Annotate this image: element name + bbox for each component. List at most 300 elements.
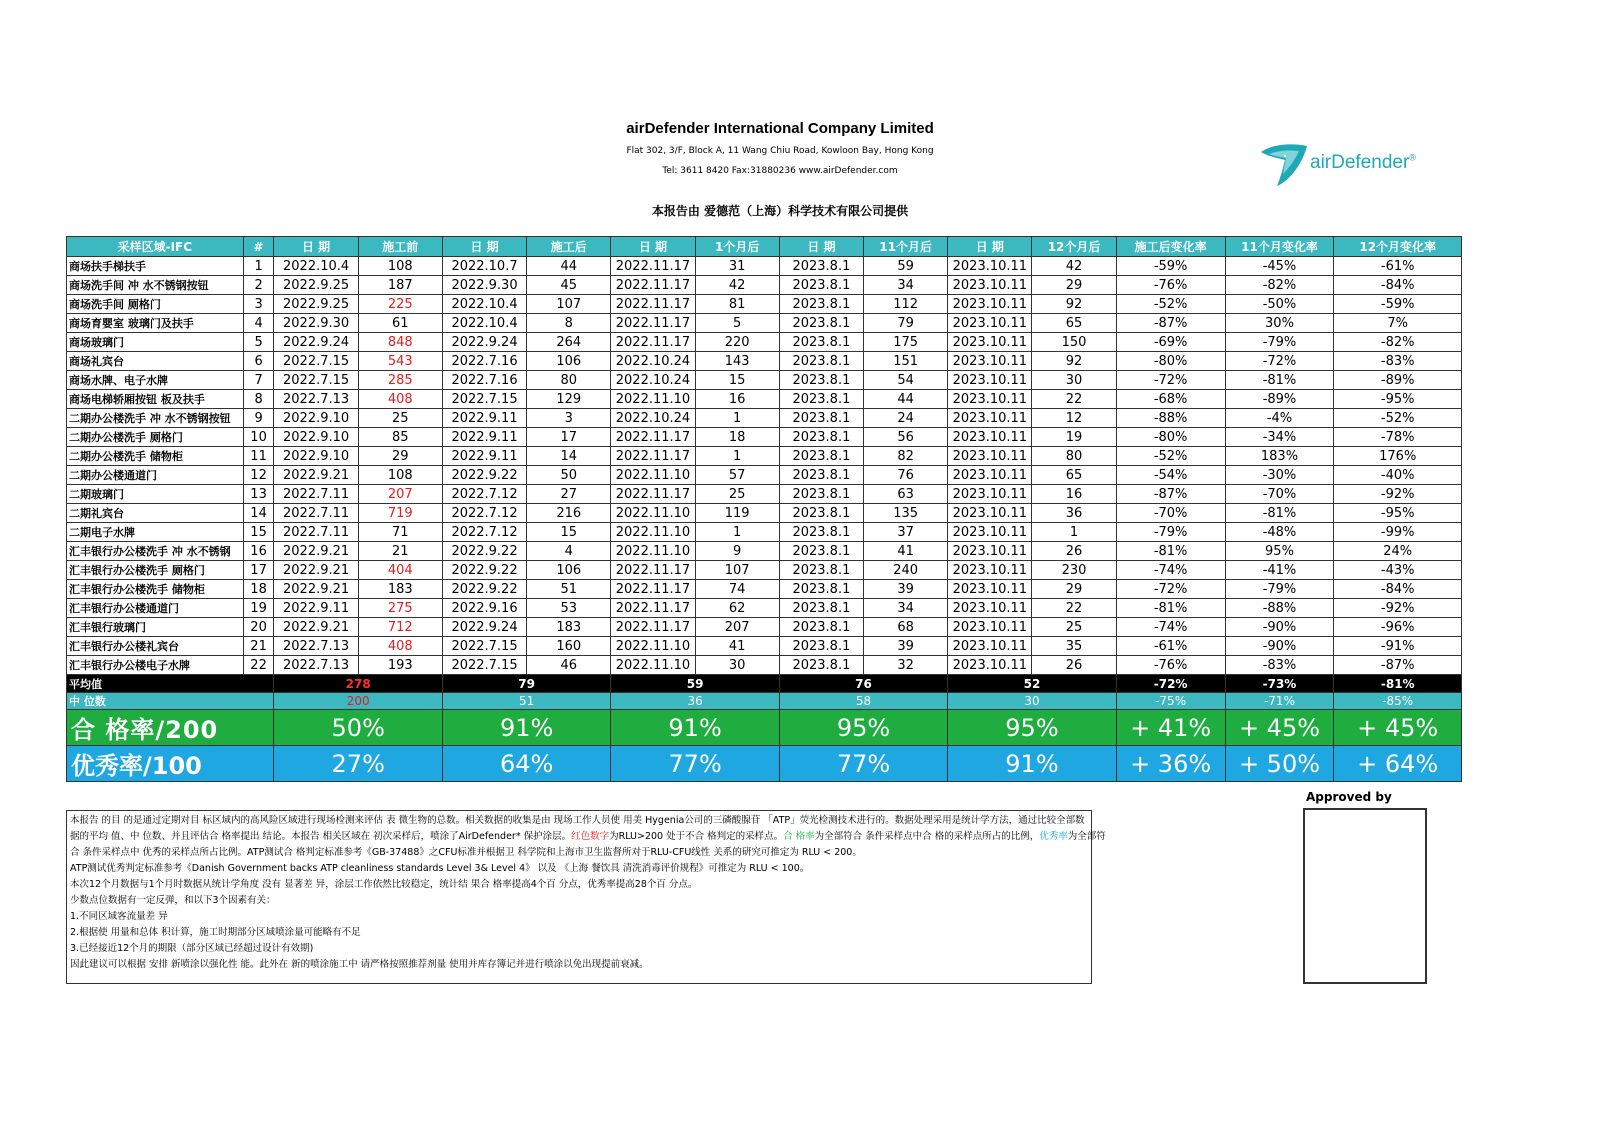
table-cell: 2023.10.11 <box>948 561 1032 580</box>
table-cell: 36 <box>1032 504 1116 523</box>
table-cell: 10 <box>243 428 274 447</box>
average-row-cell: -72% <box>1116 675 1225 693</box>
table-cell: -34% <box>1225 428 1334 447</box>
table-cell: 2023.8.1 <box>779 428 863 447</box>
table-cell: -80% <box>1116 352 1225 371</box>
table-cell: 2023.10.11 <box>948 523 1032 542</box>
table-cell: 106 <box>527 561 611 580</box>
table-cell: 80 <box>527 371 611 390</box>
table-cell: 2022.9.10 <box>274 447 358 466</box>
table-cell: 15 <box>243 523 274 542</box>
table-cell: 216 <box>527 504 611 523</box>
table-cell: 85 <box>358 428 442 447</box>
table-cell: 107 <box>527 295 611 314</box>
table-cell: 2023.8.1 <box>779 447 863 466</box>
table-cell: -72% <box>1116 371 1225 390</box>
table-cell: 129 <box>527 390 611 409</box>
median-row-cell: 58 <box>779 693 947 710</box>
table-cell: 45 <box>527 276 611 295</box>
table-cell: 2022.10.4 <box>274 257 358 276</box>
median-row-cell: 中 位数 <box>67 693 274 710</box>
company-address: Flat 302, 3/F, Block A, 11 Wang Chiu Road, Kowloon Bay, Hong Kong <box>626 146 934 156</box>
table-cell: 151 <box>864 352 948 371</box>
table-cell: -52% <box>1334 409 1462 428</box>
table-cell: 2023.8.1 <box>779 371 863 390</box>
table-cell: -81% <box>1225 504 1334 523</box>
table-cell: 2022.11.17 <box>611 561 695 580</box>
median-row-cell: 36 <box>611 693 779 710</box>
table-cell: 12 <box>243 466 274 485</box>
column-header: 日 期 <box>948 237 1032 257</box>
table-cell: -81% <box>1225 371 1334 390</box>
table-cell: 4 <box>527 542 611 561</box>
table-cell: 2022.7.16 <box>442 371 526 390</box>
table-row <box>67 295 1462 314</box>
table-cell: 2022.11.17 <box>611 295 695 314</box>
table-cell: 1 <box>695 409 779 428</box>
table-cell: 63 <box>864 485 948 504</box>
table-cell: 2022.9.21 <box>274 561 358 580</box>
table-cell: 3 <box>527 409 611 428</box>
table-cell: 8 <box>243 390 274 409</box>
table-cell: 2023.8.1 <box>779 466 863 485</box>
table-cell: 15 <box>695 371 779 390</box>
table-cell: 6 <box>243 352 274 371</box>
table-cell: 2022.11.17 <box>611 485 695 504</box>
table-cell: -96% <box>1334 618 1462 637</box>
table-cell: 2023.8.1 <box>779 276 863 295</box>
table-cell: 2022.9.21 <box>274 618 358 637</box>
table-cell: 107 <box>695 561 779 580</box>
table-cell: 2023.8.1 <box>779 352 863 371</box>
excellent-rate-row-cell: 64% <box>442 746 610 782</box>
table-cell: 108 <box>358 257 442 276</box>
table-cell: 16 <box>243 542 274 561</box>
table-cell: 59 <box>864 257 948 276</box>
table-cell: 2022.10.4 <box>442 295 526 314</box>
table-cell: 135 <box>864 504 948 523</box>
table-cell: 2022.10.4 <box>442 314 526 333</box>
table-cell: 17 <box>243 561 274 580</box>
table-cell: 2022.9.25 <box>274 295 358 314</box>
notes-line: 3.已经接近12个月的期限（部分区域已经超过设计有效期) <box>70 943 314 954</box>
column-header: 11个月变化率 <box>1225 237 1334 257</box>
table-cell: 56 <box>864 428 948 447</box>
table-cell: 汇丰银行办公楼洗手 冲 水不锈钢 <box>67 542 244 561</box>
column-header: 1个月后 <box>695 237 779 257</box>
table-cell: 12 <box>1032 409 1116 428</box>
table-cell: 商场礼宾台 <box>67 352 244 371</box>
table-cell: 2022.7.15 <box>274 352 358 371</box>
table-cell: 2022.7.13 <box>274 656 358 675</box>
column-header: 日 期 <box>611 237 695 257</box>
table-cell: 22 <box>1032 599 1116 618</box>
table-cell: 二期办公楼通道门 <box>67 466 244 485</box>
table-cell: 543 <box>358 352 442 371</box>
table-cell: 712 <box>358 618 442 637</box>
table-cell: 408 <box>358 390 442 409</box>
table-cell: 230 <box>1032 561 1116 580</box>
table-cell: 57 <box>695 466 779 485</box>
table-cell: 2022.10.24 <box>611 371 695 390</box>
table-cell: 39 <box>864 580 948 599</box>
table-row <box>67 637 1462 656</box>
table-cell: 2022.11.17 <box>611 257 695 276</box>
table-cell: 商场育婴室 玻璃门及扶手 <box>67 314 244 333</box>
notes-line: 合 条件采样点中 优秀的采样点所占比例。ATP测试合 格判定标准参考《GB-37488》之CFU标准并根据卫 科学院和上海市卫生监督所对于RLU-CFU线性 关系的研究可推定为 RLU < 200。 <box>70 847 862 858</box>
table-cell: 2022.11.17 <box>611 276 695 295</box>
table-cell: 183 <box>358 580 442 599</box>
table-cell: -74% <box>1116 561 1225 580</box>
median-row-cell: -85% <box>1334 693 1462 710</box>
table-cell: 2022.9.21 <box>274 580 358 599</box>
table-cell: 30 <box>1032 371 1116 390</box>
table-cell: -95% <box>1334 390 1462 409</box>
median-row-cell: -75% <box>1116 693 1225 710</box>
table-cell: -59% <box>1334 295 1462 314</box>
table-cell: 2022.7.12 <box>442 504 526 523</box>
company-name: airDefender International Company Limited <box>626 120 934 137</box>
table-cell: -45% <box>1225 257 1334 276</box>
table-cell: -61% <box>1334 257 1462 276</box>
table-cell: 2022.11.17 <box>611 618 695 637</box>
table-cell: 14 <box>243 504 274 523</box>
table-cell: 42 <box>1032 257 1116 276</box>
table-cell: 2022.9.16 <box>442 599 526 618</box>
table-cell: 9 <box>243 409 274 428</box>
table-cell: -50% <box>1225 295 1334 314</box>
table-cell: 275 <box>358 599 442 618</box>
notes-line: 因此建议可以根据 安排 新喷涂以强化性 能。此外在 新的喷涂施工中 请严格按照推荐剂量 使用并库存簿记并进行喷涂以免出现提前衰减。 <box>70 959 649 970</box>
table-cell: 2023.8.1 <box>779 504 863 523</box>
table-row <box>67 276 1462 295</box>
table-cell: 2022.10.24 <box>611 352 695 371</box>
excellent-rate-row-cell: 77% <box>779 746 947 782</box>
table-cell: 1 <box>1032 523 1116 542</box>
table-cell: 汇丰银行办公楼礼宾台 <box>67 637 244 656</box>
approval-signature-box <box>1303 808 1427 984</box>
table-cell: -52% <box>1116 295 1225 314</box>
table-cell: 1 <box>695 523 779 542</box>
table-cell: 2023.10.11 <box>948 276 1032 295</box>
table-cell: -83% <box>1225 656 1334 675</box>
table-cell: 2023.8.1 <box>779 542 863 561</box>
table-cell: 2023.8.1 <box>779 580 863 599</box>
table-cell: -54% <box>1116 466 1225 485</box>
notes-line: 据的平均 值、中 位数、并且评估合 格率提出 结论。本报告 相关区域在 初次采样后，喷涂了AirDefender* 保护涂层。红色数字为RLU>200 处于不合 格判定的采样点。合 格率为全部符合 条件采样点中合 格的采样点所占的比例，优秀率为全部符 <box>70 831 1106 842</box>
table-cell: 719 <box>358 504 442 523</box>
average-row-cell: 278 <box>274 675 442 693</box>
table-cell: 2022.11.17 <box>611 580 695 599</box>
table-cell: 2022.9.22 <box>442 561 526 580</box>
table-cell: 285 <box>358 371 442 390</box>
company-contact: Tel: 3611 8420 Fax:31880236 www.airDefender.com <box>662 166 898 176</box>
table-cell: 15 <box>527 523 611 542</box>
table-cell: 404 <box>358 561 442 580</box>
table-cell: 2023.8.1 <box>779 257 863 276</box>
table-cell: 193 <box>358 656 442 675</box>
table-cell: 2022.11.10 <box>611 523 695 542</box>
table-cell: 92 <box>1032 295 1116 314</box>
table-cell: 41 <box>695 637 779 656</box>
table-cell: 2022.7.11 <box>274 504 358 523</box>
table-cell: 2022.9.22 <box>442 542 526 561</box>
table-cell: 29 <box>358 447 442 466</box>
table-row <box>67 542 1462 561</box>
table-cell: 2022.11.10 <box>611 466 695 485</box>
table-cell: 2023.8.1 <box>779 409 863 428</box>
table-cell: 2023.10.11 <box>948 637 1032 656</box>
table-cell: 19 <box>243 599 274 618</box>
table-cell: 27 <box>527 485 611 504</box>
table-cell: 21 <box>358 542 442 561</box>
table-cell: 44 <box>864 390 948 409</box>
table-cell: 112 <box>864 295 948 314</box>
table-cell: -59% <box>1116 257 1225 276</box>
table-cell: 2022.7.15 <box>274 371 358 390</box>
table-cell: 2023.10.11 <box>948 542 1032 561</box>
table-cell: -83% <box>1334 352 1462 371</box>
table-cell: 18 <box>243 580 274 599</box>
table-cell: 95% <box>1225 542 1334 561</box>
table-cell: -40% <box>1334 466 1462 485</box>
table-cell: 2022.9.24 <box>442 618 526 637</box>
notes-line: 少数点位数据有一定反弹，和以下3个因素有关： <box>70 895 276 906</box>
table-cell: 2022.11.10 <box>611 542 695 561</box>
table-cell: 71 <box>358 523 442 542</box>
table-cell: -95% <box>1334 504 1462 523</box>
table-cell: -4% <box>1225 409 1334 428</box>
table-cell: -72% <box>1225 352 1334 371</box>
table-cell: 2022.9.10 <box>274 428 358 447</box>
table-cell: -89% <box>1225 390 1334 409</box>
notes-line: 2.根据使 用量和总体 积计算，施工时期部分区域喷涂量可能略有不足 <box>70 927 361 938</box>
table-cell: 74 <box>695 580 779 599</box>
table-cell: 18 <box>695 428 779 447</box>
table-cell: 13 <box>243 485 274 504</box>
table-cell: 2023.10.11 <box>948 485 1032 504</box>
table-cell: 3 <box>243 295 274 314</box>
table-cell: 25 <box>695 485 779 504</box>
table-cell: -70% <box>1116 504 1225 523</box>
table-cell: 80 <box>1032 447 1116 466</box>
table-row <box>67 561 1462 580</box>
table-cell: 2023.10.11 <box>948 599 1032 618</box>
pass-rate-row-cell: 合 格率/200 <box>67 710 274 746</box>
table-cell: 2 <box>243 276 274 295</box>
table-cell: 20 <box>243 618 274 637</box>
table-cell: -78% <box>1334 428 1462 447</box>
table-cell: 2022.9.11 <box>274 599 358 618</box>
table-cell: 175 <box>864 333 948 352</box>
table-cell: -48% <box>1225 523 1334 542</box>
table-cell: 二期办公楼洗手 储物柜 <box>67 447 244 466</box>
table-cell: 106 <box>527 352 611 371</box>
table-cell: 240 <box>864 561 948 580</box>
table-cell: 2022.7.15 <box>442 390 526 409</box>
sampling-results-table <box>66 236 1462 782</box>
table-cell: 29 <box>1032 580 1116 599</box>
excellent-rate-row-cell: 77% <box>611 746 779 782</box>
table-header-row <box>67 237 1462 257</box>
table-cell: 31 <box>695 257 779 276</box>
table-cell: 25 <box>358 409 442 428</box>
table-cell: -76% <box>1116 656 1225 675</box>
median-row-cell: -71% <box>1225 693 1334 710</box>
table-cell: 35 <box>1032 637 1116 656</box>
table-cell: -90% <box>1225 637 1334 656</box>
table-cell: 二期办公楼洗手 冲 水不锈钢按钮 <box>67 409 244 428</box>
table-cell: 二期电子水牌 <box>67 523 244 542</box>
table-cell: -84% <box>1334 276 1462 295</box>
table-cell: 2022.9.24 <box>274 333 358 352</box>
pass-rate-row-cell: 50% <box>274 710 442 746</box>
table-cell: 2023.8.1 <box>779 333 863 352</box>
column-header: 采样区域-IFC <box>67 237 244 257</box>
table-cell: 2022.7.11 <box>274 523 358 542</box>
table-cell: 65 <box>1032 314 1116 333</box>
table-cell: -99% <box>1334 523 1462 542</box>
table-cell: -92% <box>1334 485 1462 504</box>
table-cell: 2023.10.11 <box>948 390 1032 409</box>
table-cell: 1 <box>243 257 274 276</box>
table-cell: 2022.11.10 <box>611 390 695 409</box>
table-cell: 2022.9.11 <box>442 447 526 466</box>
table-cell: 2022.10.24 <box>611 409 695 428</box>
table-cell: 商场玻璃门 <box>67 333 244 352</box>
table-cell: 2023.8.1 <box>779 314 863 333</box>
excellent-rate-row-cell: + 64% <box>1334 746 1462 782</box>
table-row <box>67 447 1462 466</box>
column-header: 日 期 <box>274 237 358 257</box>
table-cell: 2022.10.7 <box>442 257 526 276</box>
table-cell: 46 <box>527 656 611 675</box>
table-cell: 2023.10.11 <box>948 618 1032 637</box>
table-cell: 220 <box>695 333 779 352</box>
table-cell: 54 <box>864 371 948 390</box>
table-cell: 160 <box>527 637 611 656</box>
table-cell: -76% <box>1116 276 1225 295</box>
median-row-cell: 30 <box>948 693 1116 710</box>
table-cell: -87% <box>1116 314 1225 333</box>
table-cell: 25 <box>1032 618 1116 637</box>
approved-by-label: Approved by <box>1306 790 1392 804</box>
table-cell: 2022.9.24 <box>442 333 526 352</box>
table-cell: 2022.9.11 <box>442 409 526 428</box>
column-header: 施工前 <box>358 237 442 257</box>
median-row-cell: 51 <box>442 693 610 710</box>
table-cell: 119 <box>695 504 779 523</box>
excellent-rate-row-cell: + 50% <box>1225 746 1334 782</box>
table-cell: 34 <box>864 599 948 618</box>
table-cell: 24 <box>864 409 948 428</box>
table-cell: -72% <box>1116 580 1225 599</box>
pass-rate-row-cell: + 41% <box>1116 710 1225 746</box>
table-cell: -92% <box>1334 599 1462 618</box>
table-row <box>67 485 1462 504</box>
table-cell: 2023.8.1 <box>779 390 863 409</box>
table-row <box>67 428 1462 447</box>
table-cell: 2022.11.17 <box>611 599 695 618</box>
table-cell: 2022.7.13 <box>274 390 358 409</box>
table-cell: 2023.10.11 <box>948 409 1032 428</box>
table-cell: -82% <box>1334 333 1462 352</box>
table-cell: 21 <box>243 637 274 656</box>
table-cell: -52% <box>1116 447 1225 466</box>
table-cell: 39 <box>864 637 948 656</box>
table-cell: -89% <box>1334 371 1462 390</box>
table-cell: -79% <box>1225 333 1334 352</box>
table-cell: -91% <box>1334 637 1462 656</box>
table-row <box>67 466 1462 485</box>
table-cell: 183% <box>1225 447 1334 466</box>
table-cell: -74% <box>1116 618 1225 637</box>
average-row-cell: 76 <box>779 675 947 693</box>
table-cell: 24% <box>1334 542 1462 561</box>
pass-rate-row-cell: 95% <box>779 710 947 746</box>
table-cell: 2022.9.11 <box>442 428 526 447</box>
table-cell: 2023.10.11 <box>948 466 1032 485</box>
table-cell: 2023.10.11 <box>948 314 1032 333</box>
table-cell: 2023.10.11 <box>948 371 1032 390</box>
notes-line: 1.不同区域客流量差 异 <box>70 911 168 922</box>
table-cell: 17 <box>527 428 611 447</box>
table-cell: 2023.8.1 <box>779 599 863 618</box>
column-header: 12个月后 <box>1032 237 1116 257</box>
table-row <box>67 599 1462 618</box>
column-header: # <box>243 237 274 257</box>
airdefender-logo <box>1255 140 1425 190</box>
table-cell: 65 <box>1032 466 1116 485</box>
table-cell: 2022.11.10 <box>611 637 695 656</box>
table-cell: 2023.10.11 <box>948 504 1032 523</box>
table-cell: 2023.10.11 <box>948 656 1032 675</box>
table-cell: 61 <box>358 314 442 333</box>
table-cell: 19 <box>1032 428 1116 447</box>
table-cell: 2023.8.1 <box>779 637 863 656</box>
table-cell: 2022.7.15 <box>442 656 526 675</box>
pass-rate-row-cell: 95% <box>948 710 1116 746</box>
median-row-cell: 200 <box>274 693 442 710</box>
table-cell: 2022.9.30 <box>274 314 358 333</box>
table-cell: 2022.9.22 <box>442 466 526 485</box>
pass-rate-row-cell: 91% <box>611 710 779 746</box>
table-cell: 26 <box>1032 542 1116 561</box>
table-cell: 11 <box>243 447 274 466</box>
table-cell: 2023.10.11 <box>948 447 1032 466</box>
table-cell: 2023.8.1 <box>779 485 863 504</box>
table-cell: 2023.10.11 <box>948 428 1032 447</box>
table-cell: 2023.8.1 <box>779 656 863 675</box>
table-cell: 2023.8.1 <box>779 618 863 637</box>
table-cell: -88% <box>1116 409 1225 428</box>
table-row <box>67 656 1462 675</box>
table-cell: -81% <box>1116 599 1225 618</box>
table-cell: -87% <box>1334 656 1462 675</box>
excellent-rate-row-cell: 91% <box>948 746 1116 782</box>
table-row <box>67 257 1462 276</box>
table-cell: -70% <box>1225 485 1334 504</box>
table-cell: -41% <box>1225 561 1334 580</box>
table-cell: 商场洗手间 厕格门 <box>67 295 244 314</box>
table-row <box>67 371 1462 390</box>
table-cell: 2023.8.1 <box>779 295 863 314</box>
table-cell: 8 <box>527 314 611 333</box>
table-summary <box>67 675 1462 782</box>
table-cell: 92 <box>1032 352 1116 371</box>
average-row-cell: 52 <box>948 675 1116 693</box>
table-cell: -61% <box>1116 637 1225 656</box>
